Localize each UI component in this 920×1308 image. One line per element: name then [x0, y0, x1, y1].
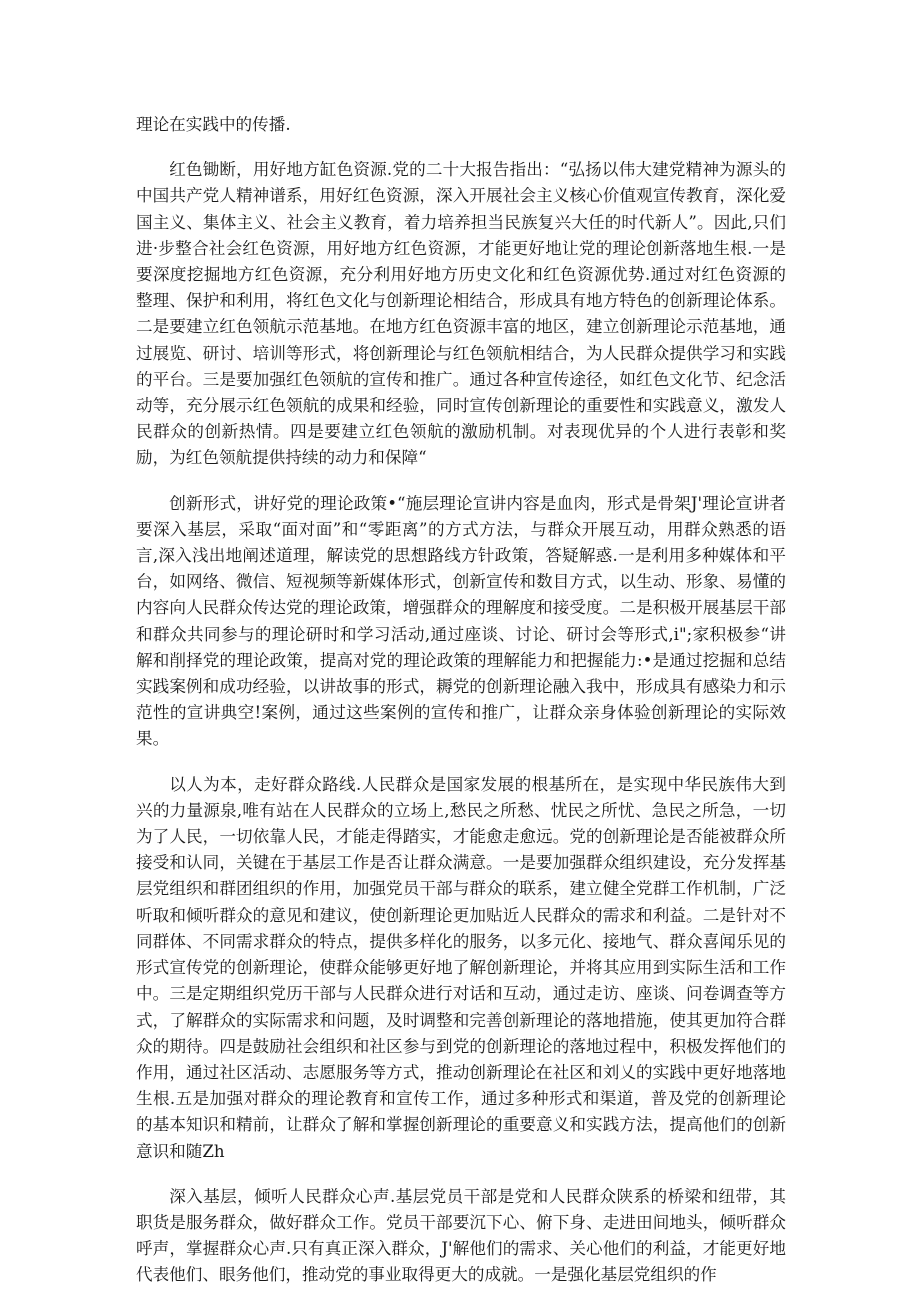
paragraph-people-oriented: 以人为本，走好群众路线.人民群众是国家发展的根基所在，是实现中华民族伟大到兴的力量源泉,唯有站在人民群众的立场上,愁民之所愁、忧民之所忧、急民之所急，一切为了人民，一切依靠人民，才能走得踏实，才能愈走愈远。党的创新理论是否能被群众所接受和认同，关键在于基层工作是否让群众满意。一是要加强群众组织建设，充分发挥基层党组织和群团组织的作用，加强党员干部与群众的联系，建立健全党群工作机制，广泛听取和倾听群众的意见和建议，使创新理论更加贴近人民群众的需求和利益。二是针对不同群体、不同需求群众的特点，提供多样化的服务，以多元化、接地气、群众喜闻乐见的形式宣传党的创新理论，使群众能够更好地了解创新理论，并将其应用到实际生活和工作中。三是定期组织党历干部与人民群众进行对话和互动，通过走访、座谈、问卷调查等方式，了解群众的实际需求和问题，及时调整和完善创新理论的落地措施，使其更加符合群众的期待。四是鼓励社会组织和社区参与到党的创新理论的落地过程中，积极发挥他们的作用，通过社区活动、志愿服务等方式，推动创新理论在社区和刘乂的实践中更好地落地生根.五是加强对群众的理论教育和宣传工作，通过多种形式和渠道，普及党的创新理论的基本知识和精前，让群众了解和掌握创新理论的重要意义和实践方法，提高他们的创新意识和随Zh: [136, 774, 786, 1161]
paragraph-red-resources: 红色锄断，用好地方缸色资源.党的二十大报告指出：“弘扬以伟大建党精神为源头的中国共产党人精神谱系，用好红色资源，深入开展社会主义核心价值观宣传教育，深化爱国主义、集体主义、社会主义教育，着力培养担当民族复兴大任的时代新人”。因此,只们进·步整合社会红色资源，用好地方红色资源，才能更好地让党的理论创新落地生根.一是要深度挖掘地方红色资源，充分利用好地方历史文化和红色资源优势.通过对红色资源的整理、保护和利用，将红色文化与创新理论相结合，形成具有地方特色的创新理论体系。二是要建立红色领航示范基地。在地方红色资源丰富的地区，建立创新理论示范基地，通过展览、研讨、培训等形式，将创新理论与红色领航相结合，为人民群众提供学习和实践的平台。三是要加强红色领航的宣传和推广。通过各种宣传途径，如红色文化节、纪念活动等，充分展示红色领航的成果和经验，同时宣传创新理论的重要性和实践意义，激发人民群众的创新热情。四是要建立红色领航的激励机制。对表现优异的个人进行表彰和奖励，为红色领航提供持续的动力和保障“: [136, 160, 786, 468]
paragraph-continuation: 理论在实践中的传播.: [136, 115, 291, 134]
paragraph-grassroots: 深入基层，倾听人民群众心声.基层党员干部是党和人民群众陕系的桥梁和纽带，其职货是服务群众，做好群众工作。党员干部要沉下心、俯下身、走进田间地头，倾听群众呼声，掌握群众心声.只有真正深入群众，J'解他们的需求、关心他们的利益，才能更好地代表他们、眼务他们，推动党的事业取得更大的成就。一是强化基层党组织的作: [136, 1186, 786, 1285]
document-body: [136, 112, 786, 1308]
paragraph-innovation-form: 创新形式，讲好党的理论政策•“施层理论宣讲内容是血肉，形式是骨架J'理论宣讲者要深入基层，采取“面对面”和“零距离”的方式方法，与群众开展互动，用群众熟悉的语言,深入浅出地阐述道理，解读党的思想路线方针政策，答疑解惑.一是利用多种媒体和平台，如网络、微信、短视频等新媒体形式，创新宣传和数目方式，以生动、形象、易懂的内容向人民群众传达党的理论政策，增强群众的理解度和接受度。二是积极开展基层干部和群众共同参与的理论研时和学习活动,通过座谈、讨论、研讨会等形式,i";家积极参“讲解和削择党的理论政策，提高对党的理论政策的理解能力和把握能力:•是通过挖掘和总结实践案例和成功经验，以讲故事的形式，耨党的创新理论融入我中，形成具有感染力和示范性的宣讲典空!案例，通过这些案例的宣传和推广，让群众亲身体验创新理论的实际效果。: [136, 493, 786, 749]
